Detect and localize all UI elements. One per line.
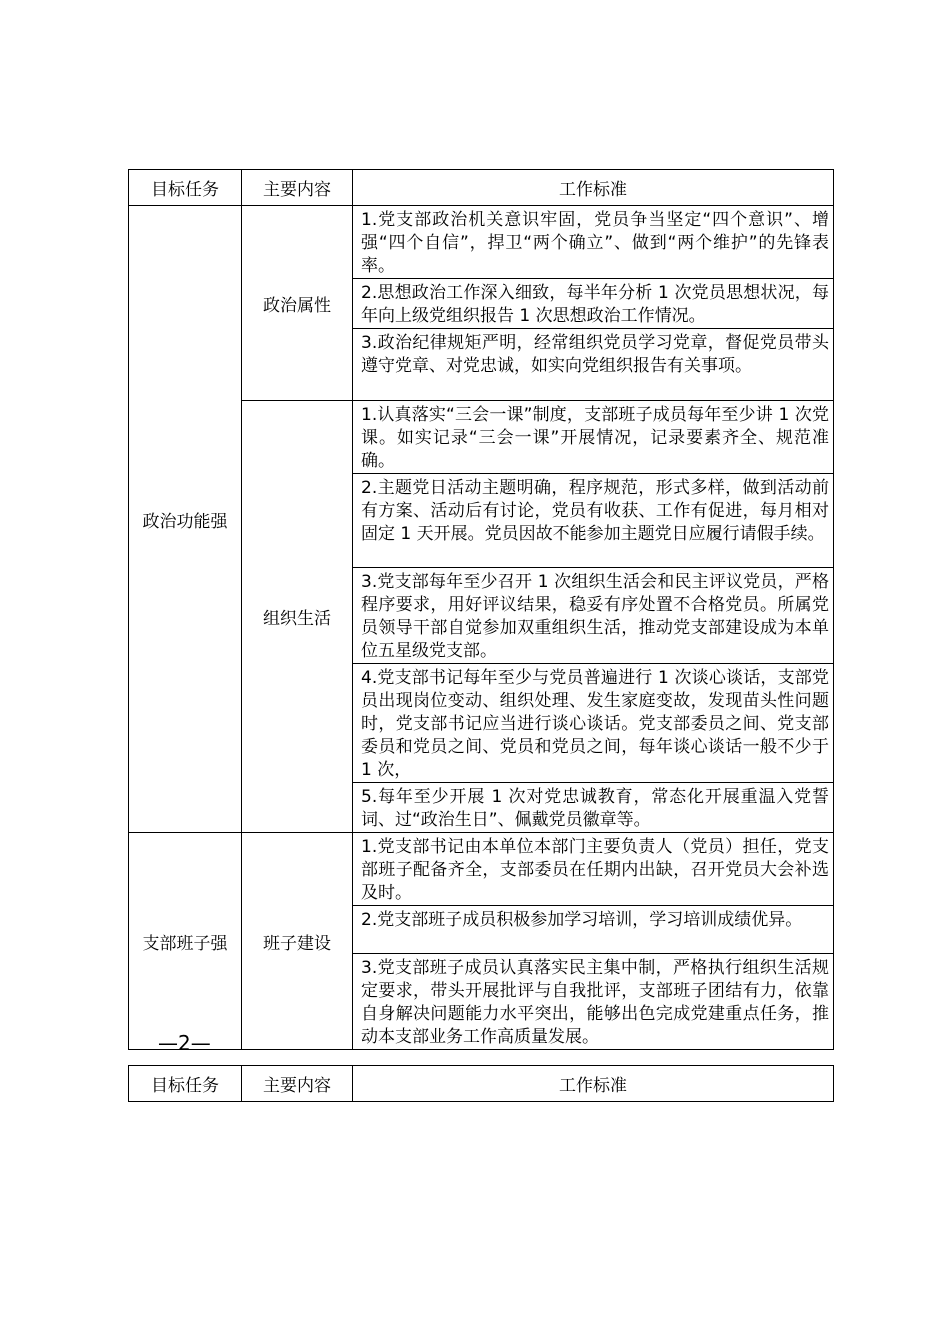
table-header-row xyxy=(129,1066,834,1102)
work-standard-cell: 1.党支部政治机关意识牢固，党员争当坚定“四个意识”、增强“四个自信”，捍卫“两个确立”、做到“两个维护”的先锋表率。 xyxy=(353,206,834,279)
page-number: —2— xyxy=(158,1031,211,1055)
main-content-cell: 班子建设 xyxy=(242,833,353,1050)
table-row xyxy=(129,833,834,906)
header-main-content: 主要内容 xyxy=(242,1066,353,1102)
work-standard-cell: 2.党支部班子成员积极参加学习培训，学习培训成绩优异。 xyxy=(353,906,834,954)
work-standard-cell: 1.党支部书记由本单位本部门主要负责人（党员）担任，党支部班子配备齐全，支部委员在任期内出缺，召开党员大会补选及时。 xyxy=(353,833,834,906)
work-standard-cell: 3.党支部班子成员认真落实民主集中制，严格执行组织生活规定要求，带头开展批评与自我批评，支部班子团结有力，依靠自身解决问题能力水平突出，能够出色完成党建重点任务，推动本支部业务工作高质量发展。 xyxy=(353,954,834,1050)
main-content-cell: 政治属性 xyxy=(242,206,353,401)
header-work-standard: 工作标准 xyxy=(353,1066,834,1102)
header-target-task: 目标任务 xyxy=(129,1066,242,1102)
target-task-cell: 支部班子强 xyxy=(129,833,242,1050)
work-standards-table xyxy=(128,169,834,1050)
work-standard-cell: 2.主题党日活动主题明确，程序规范，形式多样，做到活动前有方案、活动后有讨论，党员有收获、工作有促进，每月相对固定 1 天开展。党员因故不能参加主题党日应履行请假手续。 xyxy=(353,474,834,568)
table-row xyxy=(129,206,834,279)
work-standard-cell: 3.党支部每年至少召开 1 次组织生活会和民主评议党员，严格程序要求，用好评议结果，稳妥有序处置不合格党员。所属党员领导干部自觉参加双重组织生活，推动党支部建设成为本单位五星级党支部。 xyxy=(353,568,834,664)
target-task-cell: 政治功能强 xyxy=(129,206,242,833)
work-standard-cell: 5.每年至少开展 1 次对党忠诚教育，常态化开展重温入党誓词、过“政治生日”、佩戴党员徽章等。 xyxy=(353,783,834,833)
main-content-cell: 组织生活 xyxy=(242,401,353,833)
header-work-standard: 工作标准 xyxy=(353,170,834,206)
work-standard-cell: 1.认真落实“三会一课”制度，支部班子成员每年至少讲 1 次党课。如实记录“三会一课”开展情况，记录要素齐全、规范准确。 xyxy=(353,401,834,474)
work-standard-cell: 2.思想政治工作深入细致，每半年分析 1 次党员思想状况，每年向上级党组织报告 1 次思想政治工作情况。 xyxy=(353,279,834,329)
header-main-content: 主要内容 xyxy=(242,170,353,206)
header-target-task: 目标任务 xyxy=(129,170,242,206)
work-standard-cell: 4.党支部书记每年至少与党员普遍进行 1 次谈心谈话，支部党员出现岗位变动、组织处理、发生家庭变故，发现苗头性问题时，党支部书记应当进行谈心谈话。党支部委员之间、党支部委员和党员之间、党员和党员之间，每年谈心谈话一般不少于 1 次， xyxy=(353,664,834,783)
continued-table-header xyxy=(128,1065,834,1102)
table-header-row xyxy=(129,170,834,206)
work-standard-cell: 3.政治纪律规矩严明，经常组织党员学习党章，督促党员带头遵守党章、对党忠诚，如实向党组织报告有关事项。 xyxy=(353,329,834,401)
